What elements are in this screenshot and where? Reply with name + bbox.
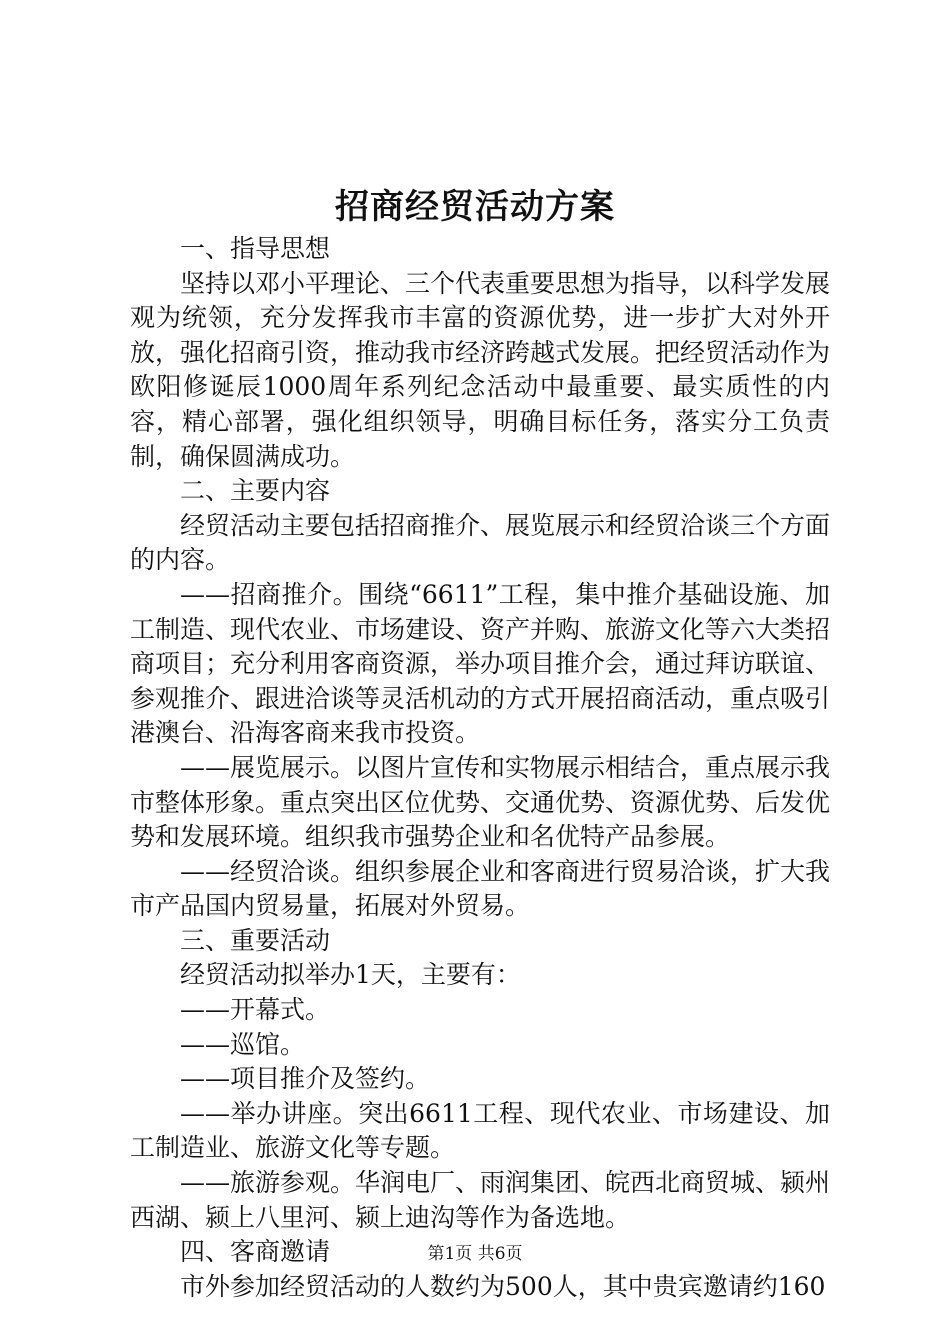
list-item-lectures: ——举办讲座。突出6611工程、现代农业、市场建设、加工制造业、旅游文化等专题。 xyxy=(130,1098,830,1163)
section-heading-main-content: 二、主要内容 xyxy=(180,476,331,506)
page-footer: 第1页 共6页 xyxy=(427,1244,523,1264)
list-item-opening-ceremony: ——开幕式。 xyxy=(180,995,331,1025)
paragraph-exhibition: ——展览展示。以图片宣传和实物展示相结合，重点展示我市整体形象。重点突出区位优势、交通优势、资源优势、后发优势和发展环境。组织我市强势企业和名优特产品参展。 xyxy=(130,752,831,852)
list-item-hall-tour: ——巡馆。 xyxy=(180,1029,306,1059)
section-heading-guest-invitation: 四、客商邀请 xyxy=(180,1237,331,1267)
list-item-sightseeing: ——旅游参观。华润电厂、雨润集团、皖西北商贸城、颍州西湖、颍上八里河、颍上迪沟等作为备选地。 xyxy=(130,1168,831,1232)
paragraph-main-content-intro: 经贸活动主要包括招商推介、展览展示和经贸洽谈三个方面的内容。 xyxy=(130,510,831,575)
section-heading-key-activities: 三、重要活动 xyxy=(180,925,331,955)
paragraph-trade-negotiation: ——经贸洽谈。组织参展企业和客商进行贸易洽谈，扩大我市产品国内贸易量，拓展对外贸易。 xyxy=(130,856,831,921)
section-heading-guiding-ideology: 一、指导思想 xyxy=(180,234,331,263)
document-title: 招商经贸活动方案 xyxy=(335,187,615,227)
paragraph-guiding-ideology: 坚持以邓小平理论、三个代表重要思想为指导，以科学发展观为统领，充分发挥我市丰富的资源优势，进一步扩大对外开放，强化招商引资，推动我市经济跨越式发展。把经贸活动作为欧阳修诞辰1000周年系列纪念活动中最重要、最实质性的内容，精心部署，强化组织领导，明确目标任务，落实分工负责制，确保圆满成功。 xyxy=(130,268,831,471)
paragraph-guest-invitation: 市外参加经贸活动的人数约为500人，其中贵宾邀请约160 xyxy=(180,1271,826,1301)
list-item-project-signing: ——项目推介及签约。 xyxy=(180,1064,431,1094)
paragraph-activities-intro: 经贸活动拟举办1天，主要有： xyxy=(180,960,521,990)
paragraph-investment-promotion: ——招商推介。围绕“6611”工程，集中推介基础设施、加工制造、现代农业、市场建设、资产并购、旅游文化等六大类招商项目；充分利用客商资源，举办项目推介会，通过拜访联谊、参观推介、跟进洽谈等灵活机动的方式开展招商活动，重点吸引港澳台、沿海客商来我市投资。 xyxy=(130,579,831,748)
document-body xyxy=(130,232,830,1304)
